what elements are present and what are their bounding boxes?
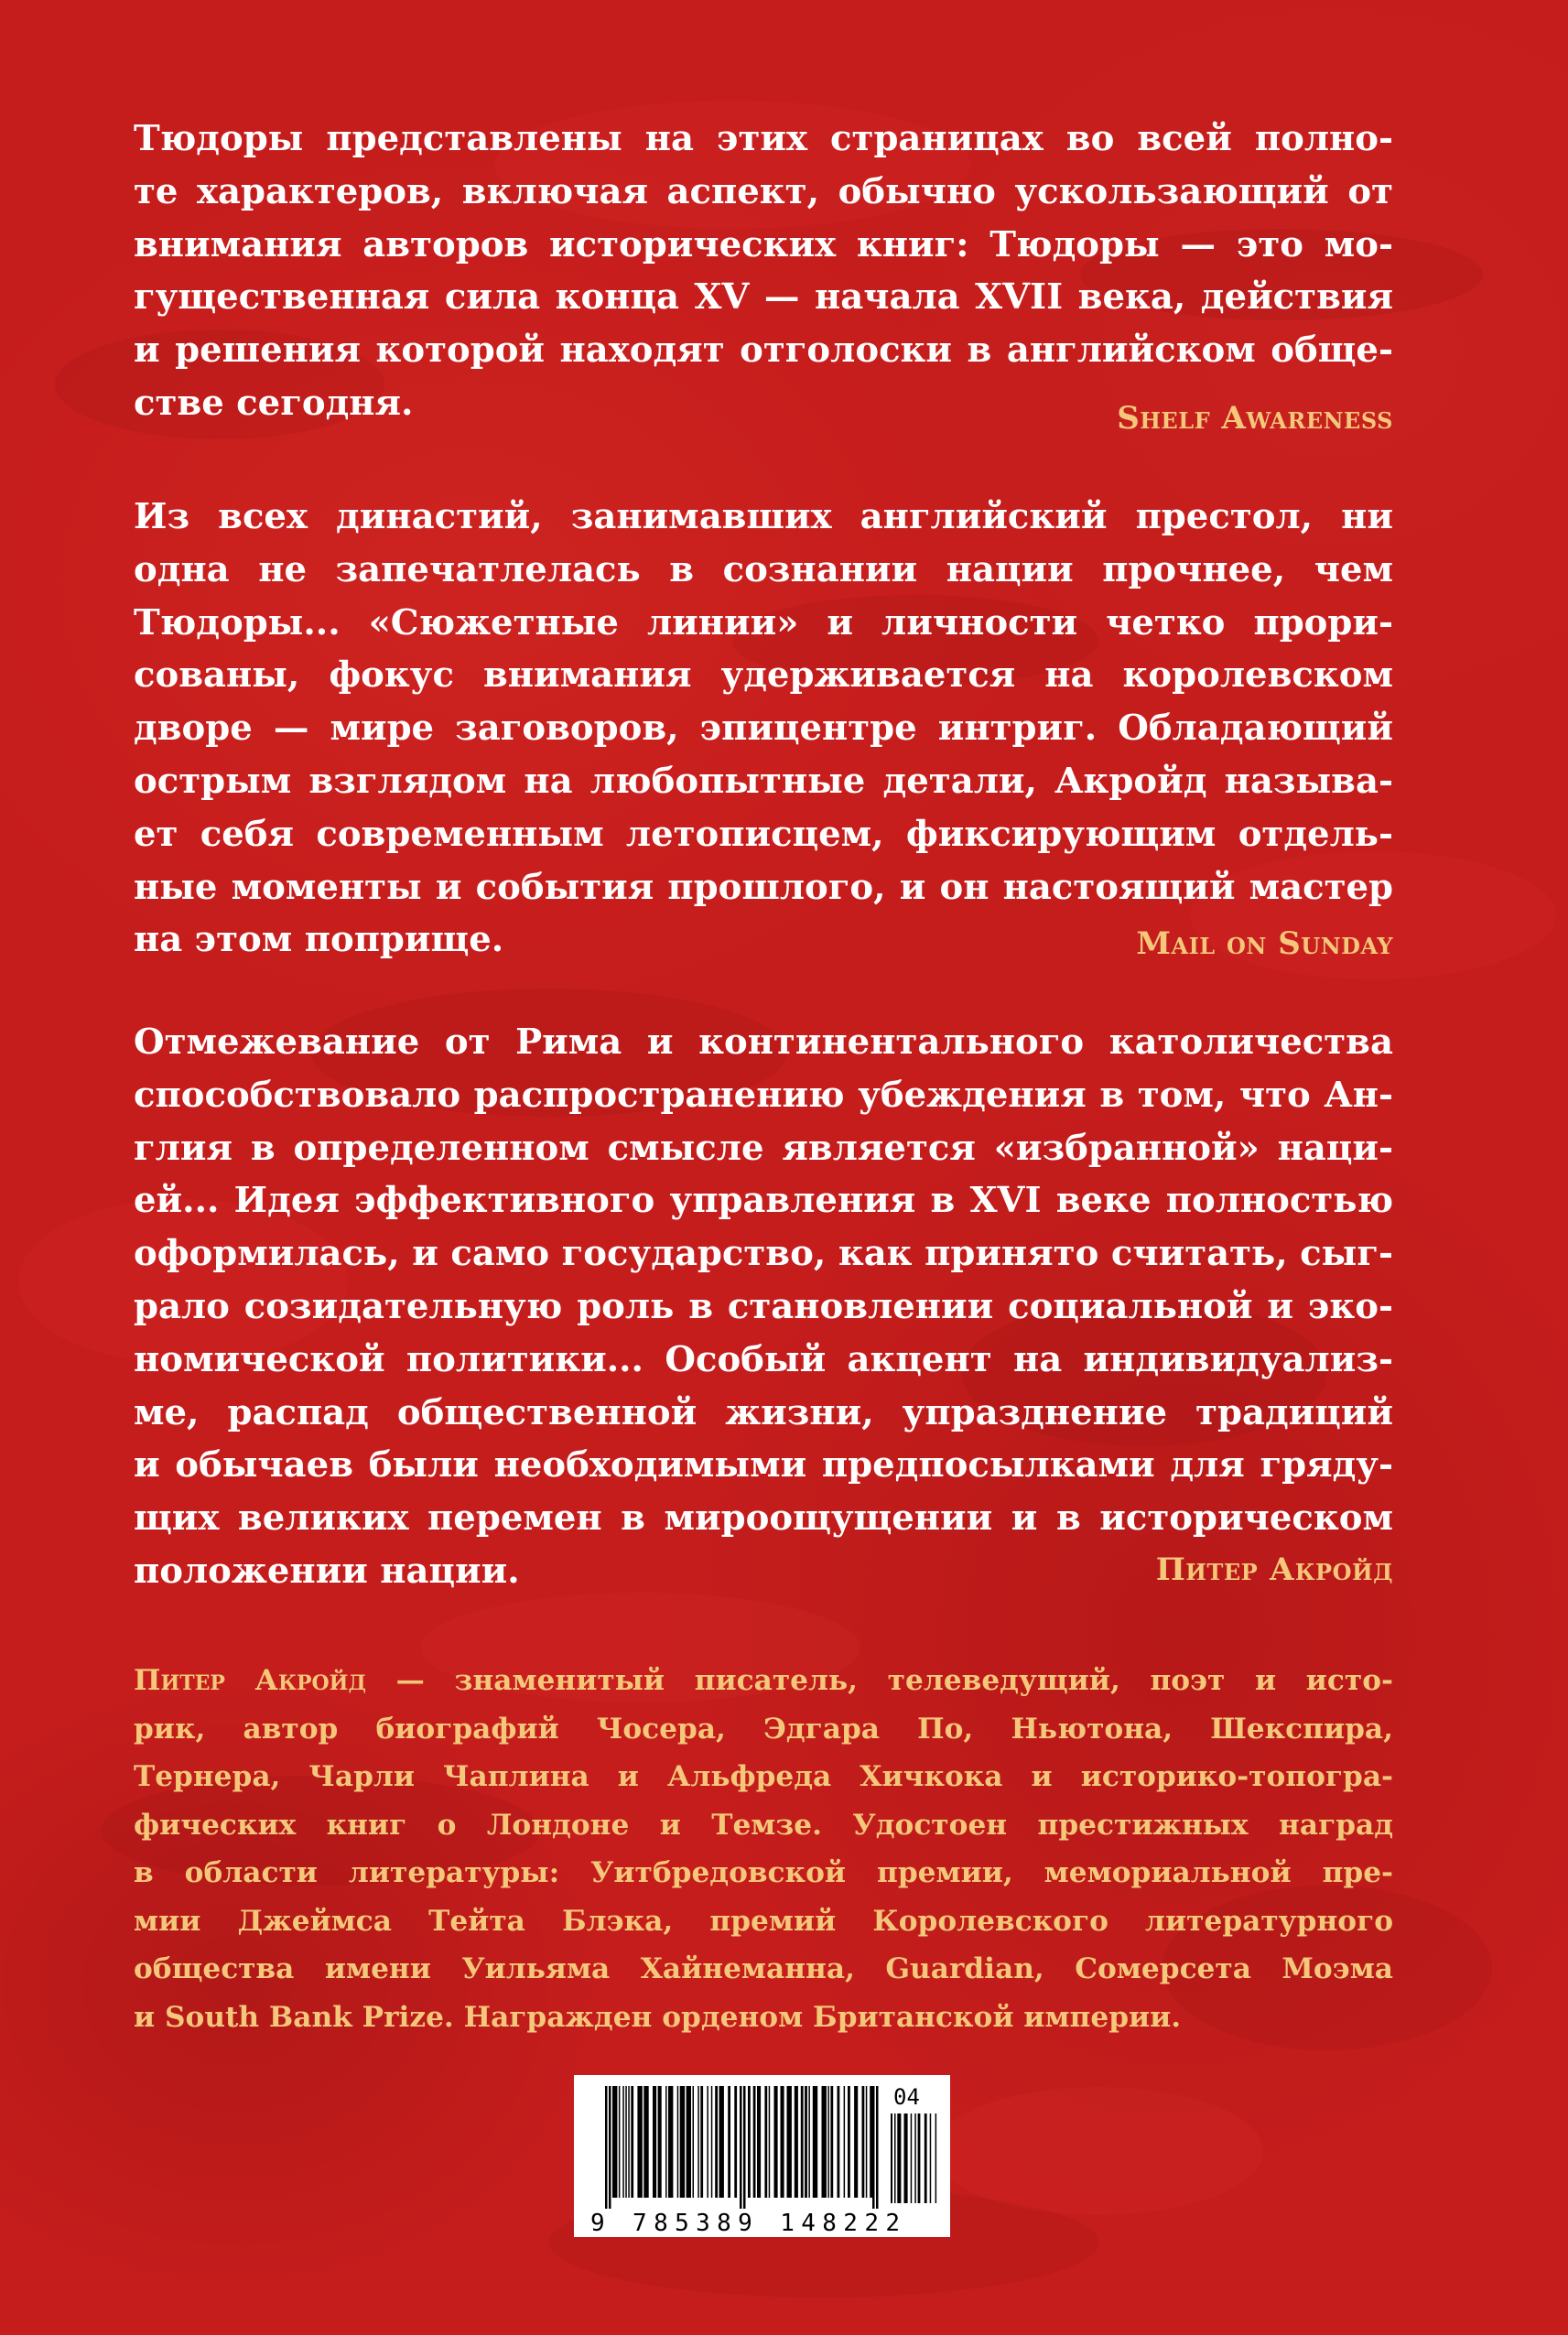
bio-line: рик, автор биографий Чосера, Эдгара По, Ньютона, Шекспира, <box>134 1712 1393 1746</box>
barcode-bar <box>827 2086 829 2198</box>
review-quote-3 <box>134 1016 1393 1598</box>
quote-source-1: Shelf Awareness <box>1117 400 1393 437</box>
quote-source-2: Mail on Sunday <box>1136 925 1393 962</box>
quote-source-3: Питер Акройд <box>1155 1551 1393 1588</box>
quote-line: на этом поприще. <box>134 919 504 961</box>
barcode-addon-digits: 04 <box>893 2084 920 2110</box>
barcode-bar <box>612 2086 617 2198</box>
author-name: Питер Акройд <box>134 1664 367 1697</box>
barcode-bar <box>700 2086 703 2198</box>
barcode-bar <box>697 2086 699 2198</box>
review-quote-1 <box>134 113 1393 430</box>
barcode-bar <box>854 2086 858 2198</box>
quote-line: острым взглядом на любопытные детали, Акройд называ- <box>134 760 1393 802</box>
quote-line: рало созидательную роль в становлении социальной и эко- <box>134 1285 1393 1327</box>
barcode-bar <box>719 2086 724 2198</box>
barcode-bar <box>876 2086 879 2209</box>
barcode-bar <box>808 2086 810 2198</box>
barcode-bar <box>801 2086 804 2198</box>
barcode-bar <box>805 2086 807 2198</box>
quote-line: Тюдоры представлены на этих страницах во всей полно- <box>134 118 1393 159</box>
quote-line: и обычаев были необходимыми предпосылками для гряду- <box>134 1444 1393 1486</box>
barcode-bar <box>897 2113 901 2203</box>
barcode-bar <box>930 2113 932 2203</box>
quote-line: гущественная сила конца XV — начала XVII века, действия <box>134 276 1393 319</box>
barcode-digits: 9 785389 148222 <box>590 2210 900 2237</box>
bio-line: и South Bank Prize. Награжден орденом Британской империи. <box>134 2000 1182 2034</box>
barcode-bar <box>764 2086 767 2198</box>
barcode-bar <box>838 2086 840 2198</box>
barcode-bar <box>769 2086 771 2198</box>
barcode-bar <box>830 2086 833 2198</box>
quote-line: ные моменты и события прошлого, и он настоящий мастер <box>134 866 1393 908</box>
barcode-bar <box>609 2086 611 2209</box>
barcode-bar <box>728 2086 730 2198</box>
bio-line: в области литературы: Уитбредовской премии, мемориальной пре- <box>134 1856 1393 1889</box>
quote-line: оформилась, и само государство, как принято считать, сыг- <box>134 1233 1393 1275</box>
barcode-bar <box>658 2086 662 2198</box>
barcode-bar <box>653 2086 656 2198</box>
barcode-bar <box>848 2086 850 2198</box>
quote-line: сованы, фокус внимания удерживается на королевском <box>134 654 1393 697</box>
barcode-bar <box>619 2086 621 2198</box>
barcode-bar <box>894 2113 896 2203</box>
quote-line: ет себя современным летописцем, фиксирующим отдель- <box>134 813 1393 855</box>
review-quote-2 <box>134 491 1393 967</box>
bio-line: общества имени Уильяма Хайнеманна, Guardian, Сомерсета Моэма <box>134 1952 1393 1985</box>
barcode-bar <box>677 2086 679 2198</box>
bio-line: Питер Акройд — знаменитый писатель, телеведущий, поэт и исто- <box>134 1664 1393 1697</box>
barcode-bar <box>622 2086 624 2198</box>
barcode-bar <box>795 2086 798 2198</box>
quote-line: Из всех династий, занимавших английский престол, ни <box>134 496 1393 537</box>
barcode-bar <box>687 2086 691 2198</box>
quote-line: внимания авторов исторических книг: Тюдоры — это мо- <box>134 223 1393 265</box>
quote-line: те характеров, включая аспект, обычно ускользающий от <box>134 170 1393 212</box>
quote-line: положении нации. <box>134 1550 520 1592</box>
quote-line: Отмежевание от Рима и континентального католичества <box>134 1022 1393 1063</box>
barcode-bar <box>935 2113 937 2203</box>
barcode-bar <box>870 2086 873 2198</box>
quote-line: Тюдоры... «Сюжетные линии» и личности четко прори- <box>134 601 1393 643</box>
quote-line: стве сегодня. <box>134 382 414 424</box>
bio-line: Тернера, Чарли Чаплина и Альфреда Хичкока и историко-топогра- <box>134 1760 1393 1793</box>
barcode-bar <box>904 2113 908 2203</box>
quote-line: дворе — мире заговоров, эпицентре интриг. Обладающий <box>134 708 1393 750</box>
barcode-bar <box>631 2086 633 2198</box>
barcode-bar <box>743 2086 746 2209</box>
barcode-bar <box>734 2086 737 2198</box>
barcode-bar <box>680 2086 685 2198</box>
barcode-bar <box>628 2086 630 2198</box>
barcode-bar <box>711 2086 713 2198</box>
barcode-bar <box>748 2086 751 2198</box>
bio-line: мии Джеймса Тейта Блэка, премий Королевского литературного <box>134 1904 1393 1938</box>
barcode-bar <box>668 2086 673 2198</box>
quote-line: щих великих перемен в мироощущении и в историческом <box>134 1497 1393 1540</box>
barcode-bar <box>605 2086 608 2209</box>
quote-line: номической политики... Особый акцент на индивидуализ- <box>134 1338 1393 1380</box>
barcode-bar <box>862 2086 865 2198</box>
barcode-bar <box>891 2113 892 2203</box>
barcode-bar <box>643 2086 648 2198</box>
barcode-bar <box>781 2086 784 2198</box>
barcode-bar <box>844 2086 846 2198</box>
barcode-graphic <box>574 2075 950 2237</box>
barcode-bar <box>914 2113 916 2203</box>
barcode-bar <box>774 2086 778 2198</box>
barcode-bar <box>637 2086 642 2198</box>
quote-line: способствовало распространению убеждения в том, что Ан- <box>134 1074 1393 1116</box>
barcode-bar <box>715 2086 718 2198</box>
quote-line: и решения которой находят отголоски в английском обще- <box>134 330 1393 372</box>
barcode-bar <box>740 2086 742 2209</box>
bio-line: фических книг о Лондоне и Темзе. Удостоен престижных наград <box>134 1808 1393 1842</box>
barcode-bar <box>925 2113 927 2203</box>
barcode-bar <box>813 2086 817 2198</box>
barcode-bar <box>866 2086 868 2198</box>
barcode-bar <box>787 2086 792 2198</box>
barcode-bar <box>625 2086 627 2198</box>
isbn-barcode <box>574 2075 950 2237</box>
barcode-bar <box>911 2113 913 2203</box>
barcode-bar <box>822 2086 827 2198</box>
quote-line: глия в определенном смысле является «избранной» наци- <box>134 1127 1393 1169</box>
barcode-bar <box>918 2113 921 2203</box>
quote-line: одна не запечатлелась в сознании нации прочнее, чем <box>134 548 1393 590</box>
barcode-bar <box>693 2086 695 2198</box>
barcode-bar <box>707 2086 708 2198</box>
barcode-bar <box>665 2086 667 2198</box>
author-bio <box>134 1657 1393 2041</box>
quote-line: ме, распад общественной жизни, упразднение традиций <box>134 1391 1393 1433</box>
barcode-bar <box>757 2086 761 2198</box>
barcode-bar <box>753 2086 756 2198</box>
quote-line: ей... Идея эффективного управления в XVI веке полностью <box>134 1180 1393 1222</box>
